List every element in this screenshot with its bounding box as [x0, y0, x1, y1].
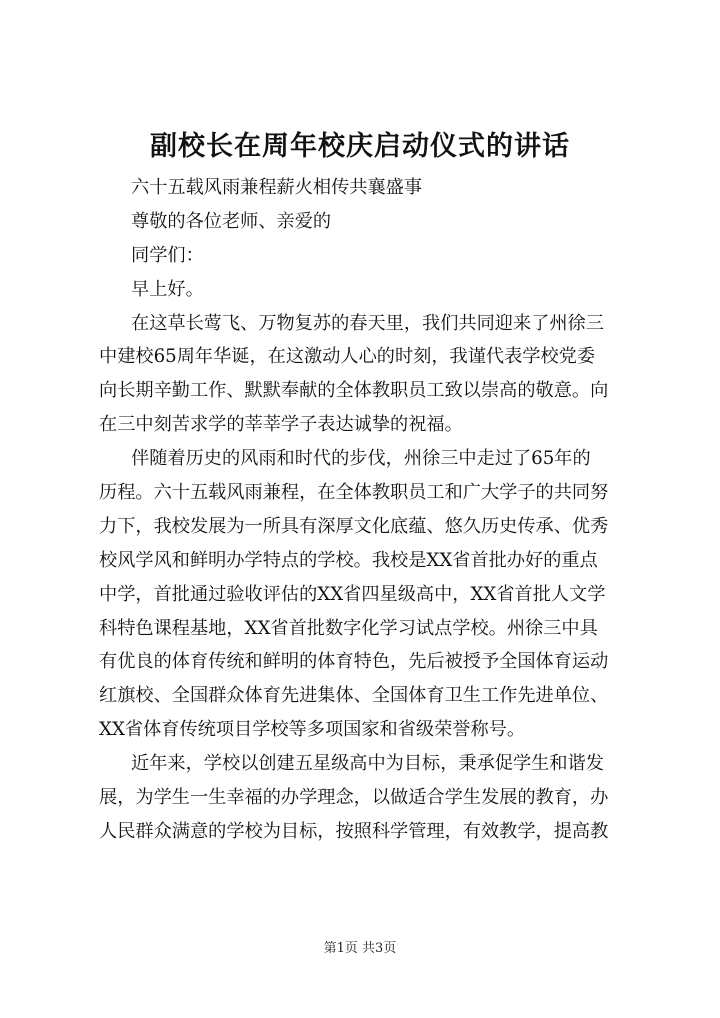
paragraph-line: 中学，首批通过验收评估的XX省四星级高中，XX省首批人文学: [99, 583, 606, 605]
paragraph-line: 中建校65周年华诞，在这激动人心的时刻，我谨代表学校党委: [99, 346, 596, 368]
paragraph-line: 有优良的体育传统和鲜明的体育特色，先后被授予全国体育运动: [99, 651, 609, 673]
paragraph-line: 展，为学生一生幸福的办学理念，以做适合学生发展的教育，办: [99, 787, 609, 809]
paragraph-line: 红旗校、全国群众体育先进集体、全国体育卫生工作先进单位、: [99, 685, 609, 707]
paragraph-line: 人民群众满意的学校为目标，按照科学管理，有效教学，提高教: [99, 820, 609, 842]
paragraph-line: 科特色课程基地，XX省首批数字化学习试点学校。州徐三中具: [99, 617, 598, 639]
paragraph-line: 校风学风和鲜明办学特点的学校。我校是XX省首批办好的重点: [99, 549, 598, 571]
paragraph-line: XX省体育传统项目学校等多项国家和省级荣誉称号。: [99, 719, 526, 741]
greeting-line: 早上好。: [131, 278, 204, 300]
paragraph-line: 近年来，学校以创建五星级高中为目标，秉承促学生和谐发: [131, 753, 604, 775]
paragraph-line: 在三中刻苦求学的莘莘学子表达诚挚的祝福。: [99, 414, 463, 436]
salutation-line: 尊敬的各位老师、亲爱的: [131, 210, 332, 232]
paragraph-line: 伴随着历史的风雨和时代的步伐，州徐三中走过了65年的: [131, 448, 591, 470]
paragraph-line: 向长期辛勤工作、默默奉献的全体教职员工致以崇高的敬意。向: [99, 380, 609, 402]
page-footer: 第1页 共3页: [323, 941, 397, 956]
paragraph-line: 在这草长莺飞、万物复苏的春天里，我们共同迎来了州徐三: [131, 312, 604, 334]
subtitle-line: 六十五载风雨兼程薪火相传共襄盛事: [131, 177, 423, 198]
document-body: [99, 171, 639, 849]
paragraph-line: 历程。六十五载风雨兼程，在全体教职员工和广大学子的共同努: [99, 482, 609, 504]
paragraph-line: 力下，我校发展为一所具有深厚文化底蕴、悠久历史传承、优秀: [99, 515, 609, 537]
salutation-line: 同学们：: [131, 244, 204, 266]
document-title: 副校长在周年校庆启动仪式的讲话: [150, 131, 570, 162]
